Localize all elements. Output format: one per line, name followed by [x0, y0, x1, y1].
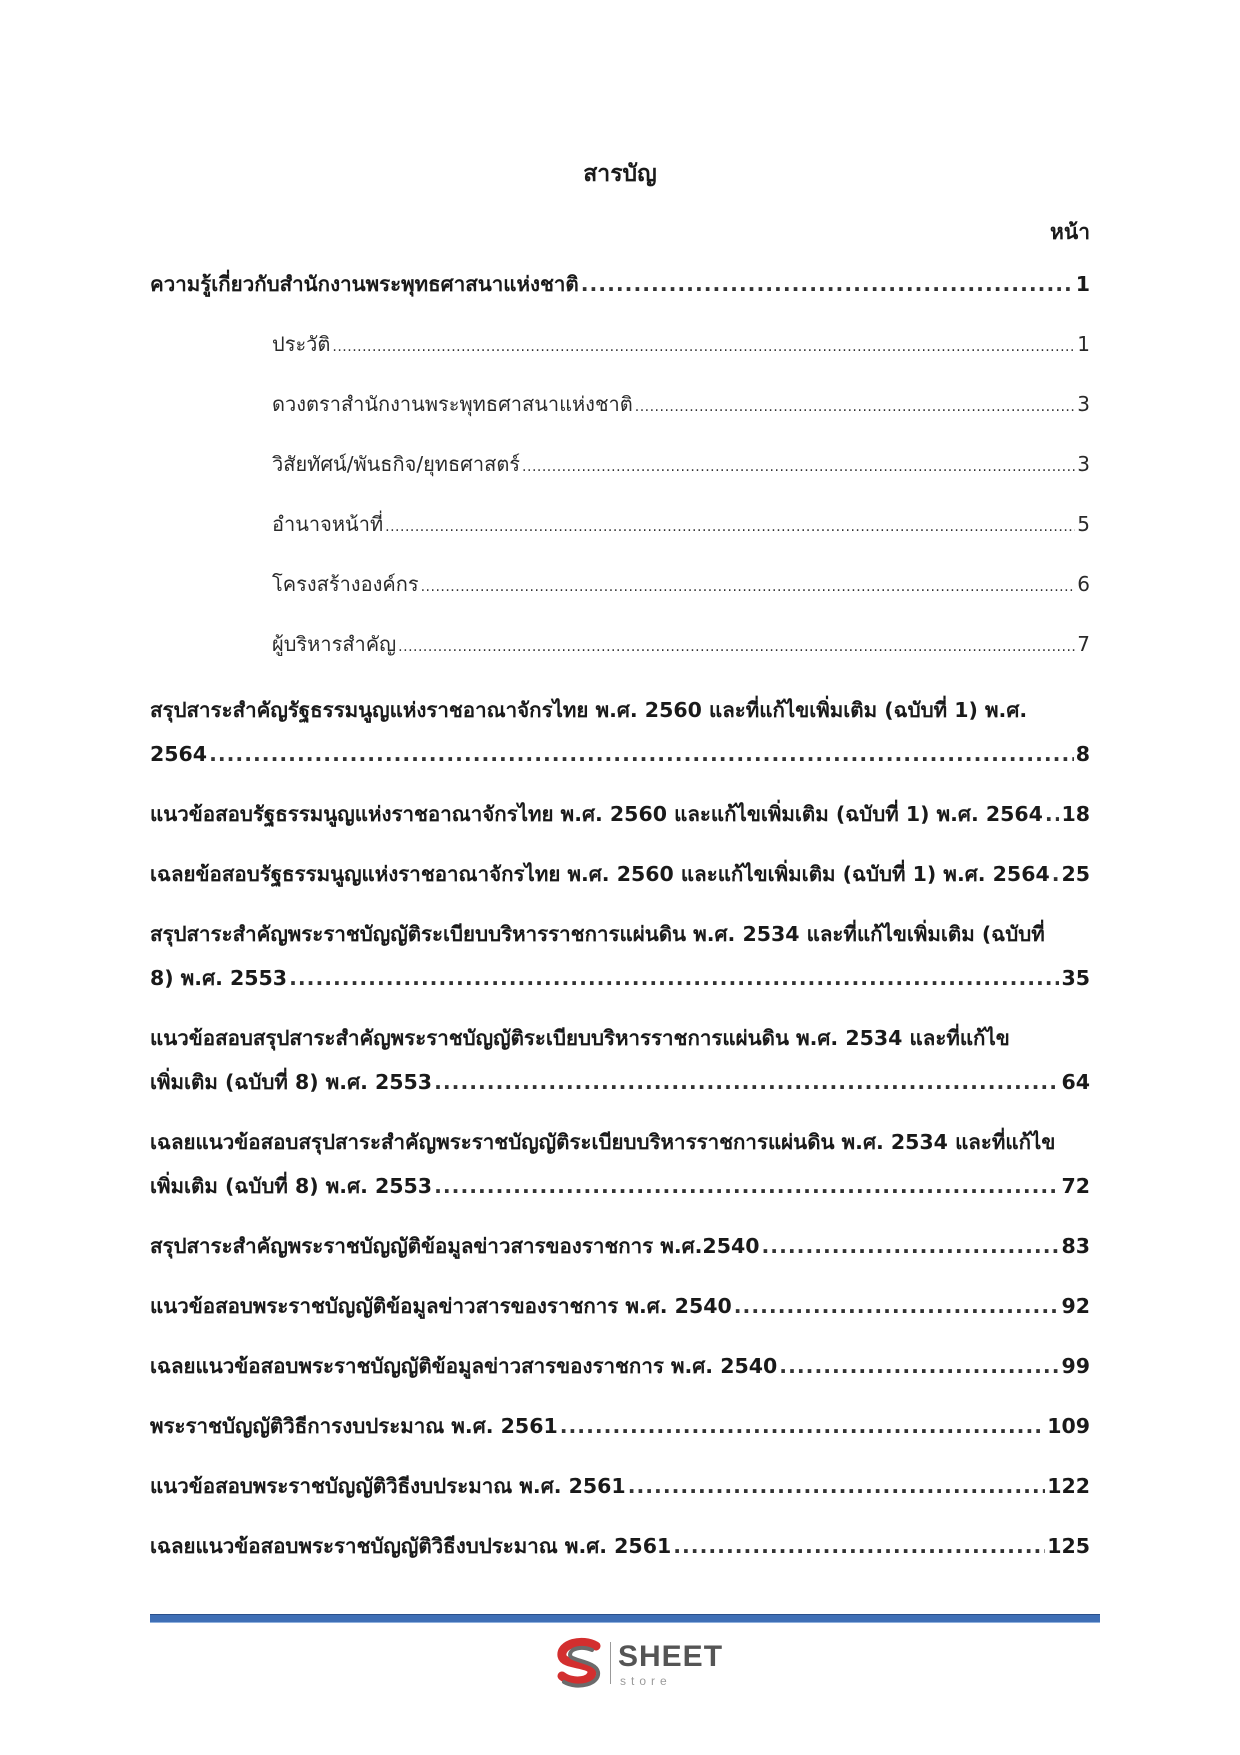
toc-title: สารบัญ	[583, 161, 657, 187]
toc-entry-page: 99	[1061, 1354, 1090, 1378]
toc-entry-page: 5	[1077, 512, 1090, 536]
dot-leader	[434, 1060, 1059, 1104]
table-of-contents	[150, 0, 1090, 1600]
toc-entry-page: 1	[1075, 272, 1090, 296]
toc-entry	[272, 382, 1090, 426]
toc-entry-page: 109	[1047, 1414, 1090, 1438]
toc-entry-title: อำนาจหน้าที่	[272, 512, 384, 536]
dot-leader	[628, 1464, 1046, 1508]
logo-separator	[610, 1642, 611, 1684]
toc-entry-page: 1	[1077, 332, 1090, 356]
toc-entry-line	[272, 442, 1090, 486]
toc-entry-title: ดวงตราสำนักงานพระพุทธศาสนาแห่งชาติ	[272, 392, 633, 416]
toc-entry-line	[150, 852, 1090, 896]
logo-subtext: store	[620, 1674, 672, 1688]
toc-entry-page: 125	[1047, 1534, 1090, 1558]
toc-entry	[150, 262, 1090, 306]
toc-entry-page: 18	[1061, 802, 1090, 826]
footer-divider	[150, 1614, 1100, 1623]
dot-leader	[635, 385, 1076, 429]
toc-entry	[272, 622, 1090, 666]
toc-entry-title: เฉลยแนวข้อสอบพระราชบัญญัติข้อมูลข่าวสารของราชการ พ.ศ. 2540	[150, 1354, 778, 1378]
toc-entry-page: 3	[1077, 392, 1090, 416]
toc-entry-line	[272, 322, 1090, 366]
toc-entry-page: 64	[1061, 1070, 1090, 1094]
toc-entry	[150, 1224, 1090, 1268]
toc-entry	[272, 442, 1090, 486]
toc-entry-title: เพิ่มเติม (ฉบับที่ 8) พ.ศ. 2553	[150, 1070, 433, 1094]
toc-entry-title: ผู้บริหารสำคัญ	[272, 632, 397, 656]
sheet-store-logo	[552, 1636, 722, 1692]
dot-leader	[1052, 852, 1060, 896]
toc-entry-line	[150, 262, 1090, 306]
toc-entry-page: 92	[1061, 1294, 1090, 1318]
toc-entry-title: สรุปสาระสำคัญพระราชบัญญัติข้อมูลข่าวสารของราชการ พ.ศ.2540	[150, 1234, 760, 1258]
toc-entry	[150, 1284, 1090, 1328]
dot-leader	[385, 505, 1075, 549]
toc-entry-line	[272, 622, 1090, 666]
toc-entry-line	[150, 732, 1090, 776]
toc-entry-title: แนวข้อสอบพระราชบัญญัติข้อมูลข่าวสารของราชการ พ.ศ. 2540	[150, 1294, 732, 1318]
dot-leader	[522, 445, 1075, 489]
toc-entry-title: 2564	[150, 742, 208, 766]
toc-entry	[150, 1344, 1090, 1388]
toc-entry-page: 8	[1075, 742, 1090, 766]
toc-entry-page: 122	[1047, 1474, 1090, 1498]
dot-leader	[1045, 792, 1060, 836]
toc-entry-title: เฉลยแนวข้อสอบพระราชบัญญัติวิธีงบประมาณ พ.ศ. 2561	[150, 1534, 672, 1558]
dot-leader	[434, 1164, 1059, 1208]
toc-entry-title: วิสัยทัศน์/พันธกิจ/ยุทธศาสตร์	[272, 452, 521, 476]
toc-entry	[150, 1404, 1090, 1448]
toc-entry-line	[150, 1224, 1090, 1268]
toc-entry-title-line1: เฉลยแนวข้อสอบสรุปสาระสำคัญพระราชบัญญัติระเบียบบริหารราชการแผ่นดิน พ.ศ. 2534 และที่แก้ไข	[150, 1130, 1056, 1154]
logo-wordmark: SHEET	[618, 1640, 724, 1673]
toc-entry-title: เฉลยข้อสอบรัฐธรรมนูญแห่งราชอาณาจักรไทย พ.ศ. 2560 และแก้ไขเพิ่มเติม (ฉบับที่ 1) พ.ศ. 2564	[150, 862, 1050, 886]
toc-entry-title: พระราชบัญญัติวิธีการงบประมาณ พ.ศ. 2561	[150, 1414, 558, 1438]
toc-entry-line	[150, 1164, 1090, 1208]
dot-leader	[398, 625, 1075, 669]
toc-entry-line	[150, 1524, 1090, 1568]
toc-entry-line	[150, 956, 1090, 1000]
toc-entry	[150, 1016, 1090, 1104]
dot-leader	[560, 1404, 1045, 1448]
dot-leader	[762, 1224, 1060, 1268]
toc-entry-line	[272, 562, 1090, 606]
dot-leader	[581, 262, 1074, 306]
dot-leader	[332, 325, 1075, 369]
toc-entry-line	[150, 1344, 1090, 1388]
toc-entry-line	[150, 1060, 1090, 1104]
dot-leader	[734, 1284, 1060, 1328]
toc-entry	[150, 1524, 1090, 1568]
toc-entry-title: แนวข้อสอบรัฐธรรมนูญแห่งราชอาณาจักรไทย พ.ศ. 2560 และแก้ไขเพิ่มเติม (ฉบับที่ 1) พ.ศ. 2564	[150, 802, 1043, 826]
dot-leader	[421, 565, 1076, 609]
toc-entry	[150, 1464, 1090, 1508]
toc-entry-page: 7	[1077, 632, 1090, 656]
dot-leader	[673, 1524, 1045, 1568]
toc-entry-page: 83	[1061, 1234, 1090, 1258]
toc-entry-line	[150, 792, 1090, 836]
toc-entry	[150, 688, 1090, 776]
page-column-label: หน้า	[1050, 220, 1090, 244]
toc-entry-page: 72	[1061, 1174, 1090, 1198]
toc-entry	[272, 562, 1090, 606]
toc-entry	[150, 912, 1090, 1000]
toc-entry-title: แนวข้อสอบพระราชบัญญัติวิธีงบประมาณ พ.ศ. 2561	[150, 1474, 626, 1498]
toc-entry-page: 3	[1077, 452, 1090, 476]
toc-entry-title: 8) พ.ศ. 2553	[150, 966, 288, 990]
toc-entry-title: ประวัติ	[272, 332, 331, 356]
toc-entry	[150, 792, 1090, 836]
toc-entry	[272, 502, 1090, 546]
toc-entry-page: 6	[1077, 572, 1090, 596]
toc-entry-line	[150, 1464, 1090, 1508]
toc-entry-title-line1: สรุปสาระสำคัญรัฐธรรมนูญแห่งราชอาณาจักรไทย พ.ศ. 2560 และที่แก้ไขเพิ่มเติม (ฉบับที่ 1) พ.ศ.	[150, 698, 1028, 722]
toc-entry-title: เพิ่มเติม (ฉบับที่ 8) พ.ศ. 2553	[150, 1174, 433, 1198]
dot-leader	[289, 956, 1059, 1000]
toc-entry	[272, 322, 1090, 366]
sheet-logo-icon	[552, 1636, 608, 1692]
dot-leader	[209, 732, 1074, 776]
toc-entry-line	[150, 1284, 1090, 1328]
toc-entry-title: ความรู้เกี่ยวกับสำนักงานพระพุทธศาสนาแห่งชาติ	[150, 272, 579, 296]
dot-leader	[779, 1344, 1059, 1388]
toc-entry-line	[272, 382, 1090, 426]
toc-entry-line	[150, 1404, 1090, 1448]
toc-entry	[150, 1120, 1090, 1208]
toc-entry-title-line1: สรุปสาระสำคัญพระราชบัญญัติระเบียบบริหารราชการแผ่นดิน พ.ศ. 2534 และที่แก้ไขเพิ่มเติม (ฉบับที่	[150, 922, 1045, 946]
toc-entry-title-line1: แนวข้อสอบสรุปสาระสำคัญพระราชบัญญัติระเบียบบริหารราชการแผ่นดิน พ.ศ. 2534 และที่แก้ไข	[150, 1026, 1010, 1050]
toc-entry-line	[272, 502, 1090, 546]
toc-entry	[150, 852, 1090, 896]
toc-entry-page: 25	[1061, 862, 1090, 886]
toc-entry-page: 35	[1061, 966, 1090, 990]
toc-entry-title: โครงสร้างองค์กร	[272, 572, 419, 596]
